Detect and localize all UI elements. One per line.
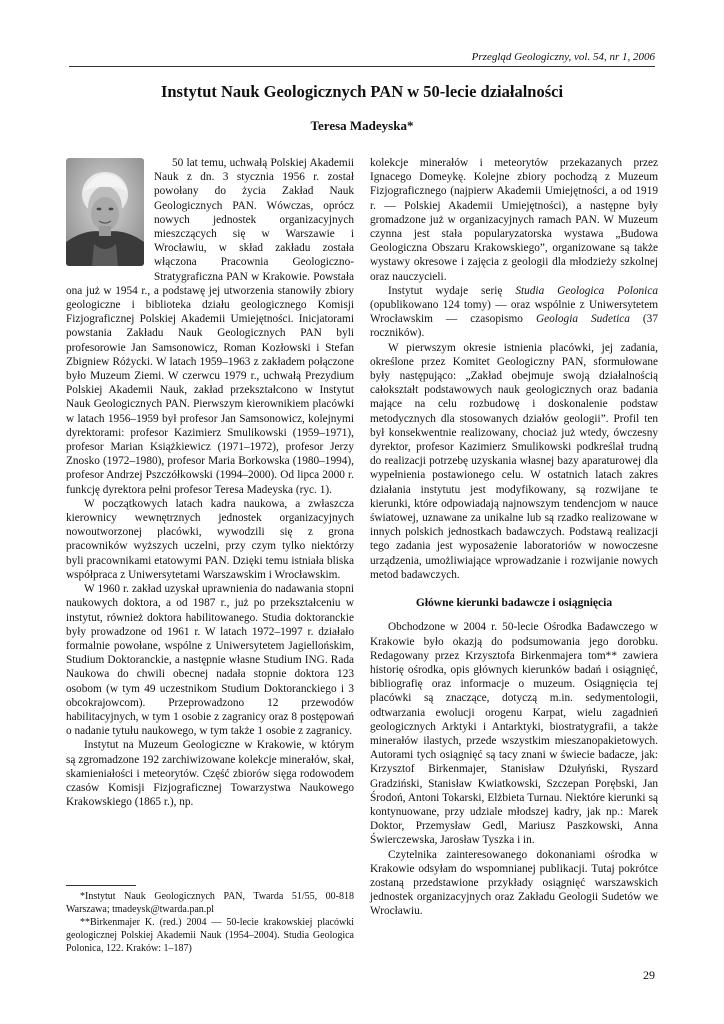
right-paragraph-2 xyxy=(370,284,658,341)
journal-header: Przegląd Geologiczny, vol. 54, nr 1, 2006 xyxy=(471,51,655,63)
footnote-1: *Instytut Nauk Geologicznych PAN, Twarda 51/55, 00-818 Warszawa; tmadeysk@twarda.pan.pl xyxy=(66,891,354,915)
publication-text-c: (opublikowano 124 tomy) — oraz wspólnie z Uniwersytetem Wrocławskim — czasopismo xyxy=(370,299,658,326)
page-number: 29 xyxy=(643,968,655,982)
left-paragraph-2: W początkowych latach kadra naukowa, a zwłaszcza kierownicy wewnętrznych jednostek organizacyjnych nowoutworzonej placówki, wywodzili się z grona pracowników wyższych uczelni, przy czym tylko niektórzy byli pracownikami etatowymi PAN. Dzięki temu istniała bliska współpraca z Uniwersytetami Warszawskim i Wrocławskim. xyxy=(66,497,354,581)
right-paragraph-1: kolekcje minerałów i meteorytów przekazanych przez Ignacego Domeykę. Kolejne zbiory pochodzą z Muzeum Fizjograficznego (najpierw Akademii Umiejętności, a od 1919 r. — Polskiej Akademii Umiejętności), a następne były gromadzone już w organizacyjnych ramach PAN. W Muzeum czynna jest stała popularyzatorska wystawa „Budowa Geologiczna Obszaru Krakowskiego”, organizowane są także wystawy okresowe i zajęcia z geologii dla młodzieży szkolnej oraz nauczycieli. xyxy=(370,157,658,283)
left-paragraph-4: Instytut na Muzeum Geologiczne w Krakowie, w którym są zgromadzone 192 zarchiwizowane kolekcje minerałów, skał, skamieniałości i meteorytów. Część zbiorów sięga rodowodem czasów Komisji Fizjograficznej Towarzystwa Naukowego Krakowskiego (1865 r.), np. xyxy=(66,739,354,809)
footnotes xyxy=(66,890,354,955)
left-paragraph-3: W 1960 r. zakład uzyskał uprawnienia do nadawania stopni naukowych doktora, a od 1987 r., już po przekształceniu w instytut, również doktora habilitowanego. Studia doktoranckie były prowadzone od 1961 r. W latach 1972–1997 r. działało formalnie powołane, wspólne z Uniwersytetem Jagiellońskim, Studium Doktoranckie, a następnie własne Studium ING. Rada Naukowa do chwili obecnej nadała stopnie doktora 123 osobom (w tym 49 uczestnikom Studium Doktoranckiego i 3 obcokrajowcom). Przeprowadzono 12 przewodów habilitacyjnych, w tym 1 osobie z zagranicy oraz 8 postępowań o nadanie tytułu naukowego, w tym także 1 osobie z zagranicy. xyxy=(66,583,354,738)
series-title-studia: Studia Geologica Polonica xyxy=(515,284,658,297)
left-paragraph-1: 50 lat temu, uchwałą Polskiej Akademii Nauk z dn. 3 stycznia 1956 r. został powołany do życia Zakład Nauk Geologicznych PAN. Wówczas, oprócz nowych jednostek organizacyjnych mieszczących się w Warszawie i Wrocławiu, w skład zakładu została włączona Pracownia Geologiczno-Stratygraficzna PAN w Krakowie. Powstała ona już w 1954 r., a podstawę jej utworzenia stanowiły zbiory geologiczne i biblioteka działu geologicznego Komisji Fizjograficznej Polskiej Akademii Umiejętności. Inicjatorami powstania Zakładu Nauk Geologicznych PAN byli profesorowie Jan Samsonowicz, Roman Kozłowski i Stefan Zbigniew Różycki. W latach 1959–1963 z zakładem połączone było Muzeum Ziemi. W czerwcu 1979 r., uchwałą Prezydium Polskiej Akademii Nauk, zakład przekształcono w Instytut Nauk Geologicznych PAN. Pierwszym kierownikiem placówki w latach 1956–1959 był profesor Jan Samsonowicz, kolejnymi dyrektorami: profesor Kazimierz Smulikowski (1959–1971), profesor Marian Książkiewicz (1971–1972), profesor Jerzy Znosko (1972–1980), profesor Maria Borkowska (1980–1994), profesor Andrzej Pszczółkowski (1994–2000). Od lipca 2000 r. funkcję dyrektora pełni profesor Teresa Madeyska (ryc. 1). xyxy=(66,157,354,496)
journal-title-sudetica: Geologia Sudetica xyxy=(535,313,630,326)
right-paragraph-3: W pierwszym okresie istnienia placówki, jej zadania, określone przez Komitet Geologiczny PAN, sformułowane były następująco: „Zakład obejmuje swoją działalnością całokształt podstawowych nauk geologicznych oraz badania mające na celu rozbudowę i doskonalenie podstaw metodycznych dla stosowanych działów geologii”. Profil ten był konsekwentnie realizowany, chociaż już wtedy, ówczesny dyrektor, profesor Kazimierz Smulikowski podkreślał trudną do realizacji potrzebę uzyskania własnej bazy aparaturowej dla wypełnienia postawionego celu. W ostatnich latach zakres działania instytutu jest modyfikowany, są rozwijane te kierunki, które odpowiadają najnowszym tendencjom w nauce światowej, uznawane za unikalne lub są rzadko realizowane w innych polskich jednostkach badawczych. Podstawą realizacji tego zadania jest wyposażenie laboratoriów w nowoczesne urządzenia, umożliwiające wprowadzanie i rozwijanie nowych metod badawczych. xyxy=(370,341,658,581)
header-rule xyxy=(69,66,655,67)
footnote-2: **Birkenmajer K. (red.) 2004 — 50-lecie krakowskiej placówki geologicznej Polskiej Akademii Nauk (1954–2004). Studia Geologica Polonica, 122. Kraków: 1–187) xyxy=(66,917,354,954)
section-heading: Główne kierunki badawcze i osiągnięcia xyxy=(415,597,613,610)
publication-text-a: Instytut wydaje serię xyxy=(388,284,516,297)
right-paragraph-5: Czytelnika zainteresowanego dokonaniami ośrodka w Krakowie odsyłam do wspomnianej publikacji. Tutaj pokrótce zostaną przedstawione przykłady osiągnięć warszawskich jednostek organizacyjnych oraz Zakładu Geologii Sudetów we Wrocławiu. xyxy=(370,848,658,918)
left-column xyxy=(66,156,354,809)
footnote-rule xyxy=(66,885,136,886)
author-portrait-icon xyxy=(66,158,144,266)
publication-text-e: (37 roczników). xyxy=(370,313,658,340)
article-author: Teresa Madeyska* xyxy=(310,118,414,133)
right-paragraph-4: Obchodzone w 2004 r. 50-lecie Ośrodka Badawczego w Krakowie było okazją do podsumowania jego dorobku. Redagowany przez Krzysztofa Birkenmajera tom** zawiera historię ośrodka, opis głównych kierunków badań i osiągnięć, bibliografię oraz informacje o muzeum. Osiągnięcia tej placówki są znaczące, dotyczą m.in. sedymentologii, odtwarzania ewolucji orogenu Karpat, wielu zagadnień geologicznych Arktyki i Antarktyki, biostratygrafii, a także minerałów ilastych, przede wszystkim mieszanopakietowych. Autorami tych osiągnięć są tacy znani w świecie badacze, jak: Krzysztof Birkenmajer, Stanisław Dżułyński, Ryszard Gradziński, Stanisław Kwiatkowski, Szczepan Porębski, Jan Środoń, Antoni Tokarski, Elżbieta Turnau. Niektóre kierunki są kontynuowane, przy udziale młodszej kadry, jak np.: Marek Doktor, Przemysław Gedl, Mariusz Paszkowski, Anna Świerczewska, Jarosław Tyszka i in. xyxy=(370,621,658,847)
article-title: Instytut Nauk Geologicznych PAN w 50-lecie działalności xyxy=(160,82,564,101)
right-column xyxy=(370,156,658,919)
